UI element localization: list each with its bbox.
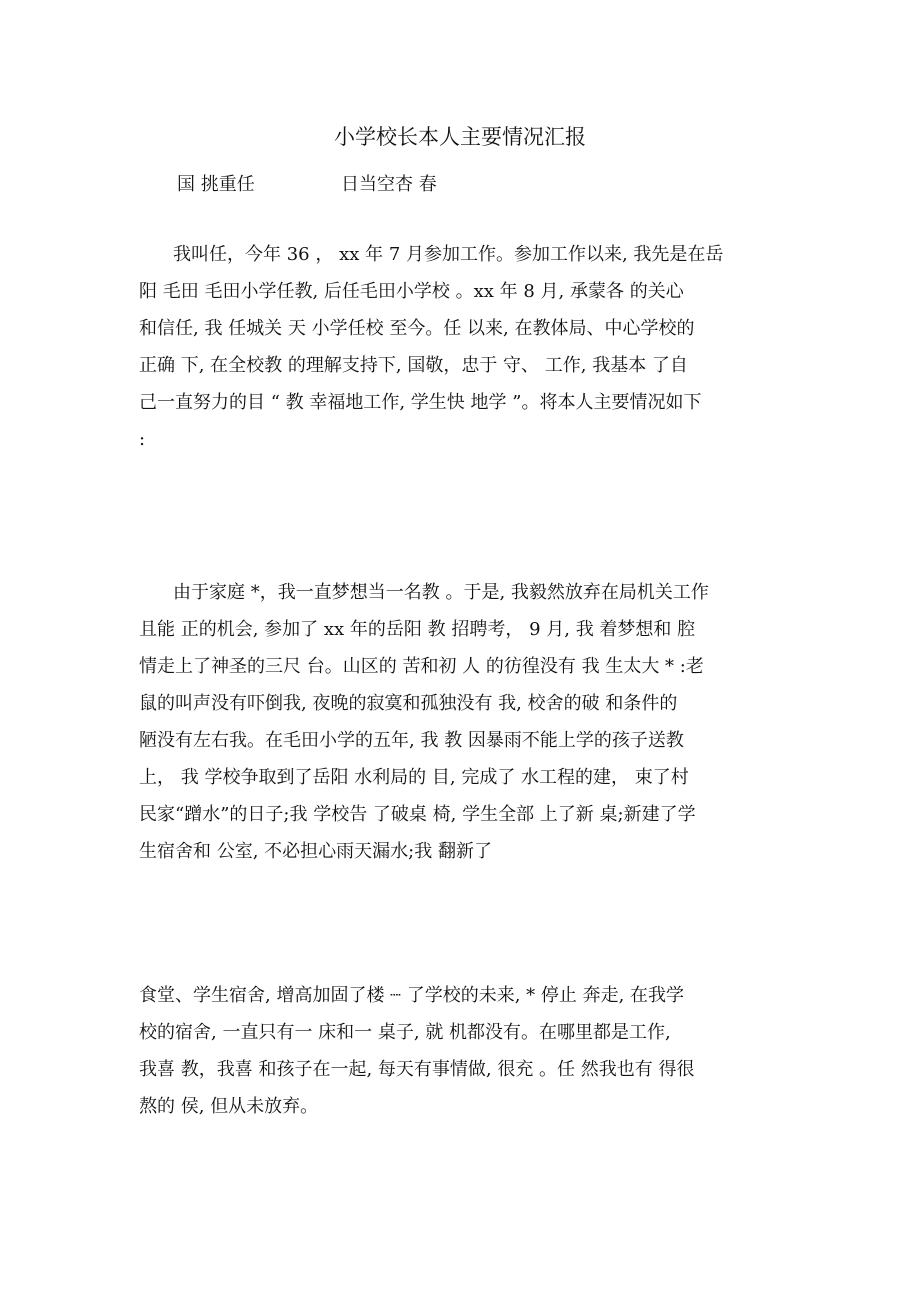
paragraph-1: [139, 236, 779, 458]
text-line: 我喜 教，我喜 和孩子在一起, 每天有事情做, 很充 。任 然我也有 得很: [139, 1059, 695, 1080]
text-line: 我叫任，今年 36 ， xx 年 7 月参加工作。参加工作以来, 我先是在岳: [173, 244, 724, 265]
text-line: :: [139, 429, 146, 450]
document-title: 小学校长本人主要情况汇报: [334, 125, 586, 149]
text-line: 且能 正的机会, 参加了 xx 年的岳阳 教 招聘考， 9 月, 我 着梦想和 腔: [139, 619, 696, 640]
text-line: 和信任, 我 任城关 天 小学任校 至今。任 以来, 在教体局、中心学校的: [139, 318, 695, 339]
paragraph-3: [139, 977, 779, 1125]
text-line: 食堂、学生宿舍, 增高加固了楼 ┈ 了学校的未来, * 停止 奔走, 在我学: [139, 985, 685, 1006]
text-line: 陋没有左右我。在毛田小学的五年, 我 教 因暴雨不能上学的孩子送教: [139, 730, 684, 751]
text-line: 阳 毛田 毛田小学任教, 后任毛田小学校 。xx 年 8 月, 承蒙各 的关心: [139, 281, 684, 302]
subtitle-left: 国 挑重任: [177, 174, 255, 195]
text-line: 鼠的叫声没有吓倒我, 夜晚的寂寞和孤独没有 我, 校舍的破 和条件的: [139, 693, 678, 714]
text-line: 民家“蹭水”的日子;我 学校告 了破桌 椅, 学生全部 上了新 桌;新建了学: [139, 804, 696, 825]
text-line: 熬的 侯, 但从未放弃。: [139, 1096, 319, 1117]
text-line: 己一直努力的目 “ 教 幸福地工作, 学生快 地学 ”。将本人主要情况如下: [139, 392, 702, 413]
text-line: 由于家庭 *，我一直梦想当一名教 。于是, 我毅然放弃在局机关工作: [173, 582, 709, 603]
text-line: 生宿舍和 公室, 不必担心雨天漏水;我 翻新了: [139, 841, 492, 862]
text-line: 校的宿舍, 一直只有一 床和一 桌子, 就 机都没有。在哪里都是工作,: [139, 1022, 671, 1043]
text-line: 上， 我 学校争取到了岳阳 水利局的 目, 完成了 水工程的建， 束了村: [139, 767, 689, 788]
paragraph-2: [139, 574, 779, 870]
text-line: 正确 下, 在全校教 的理解支持下, 国敬，忠于 守、 工作, 我基本 了自: [139, 355, 688, 376]
document-subtitle: [0, 170, 920, 200]
text-line: 情走上了神圣的三尺 台。山区的 苦和初 人 的彷徨没有 我 生太大 * :老: [139, 656, 704, 677]
subtitle-right: 日当空杏 春: [341, 174, 437, 195]
